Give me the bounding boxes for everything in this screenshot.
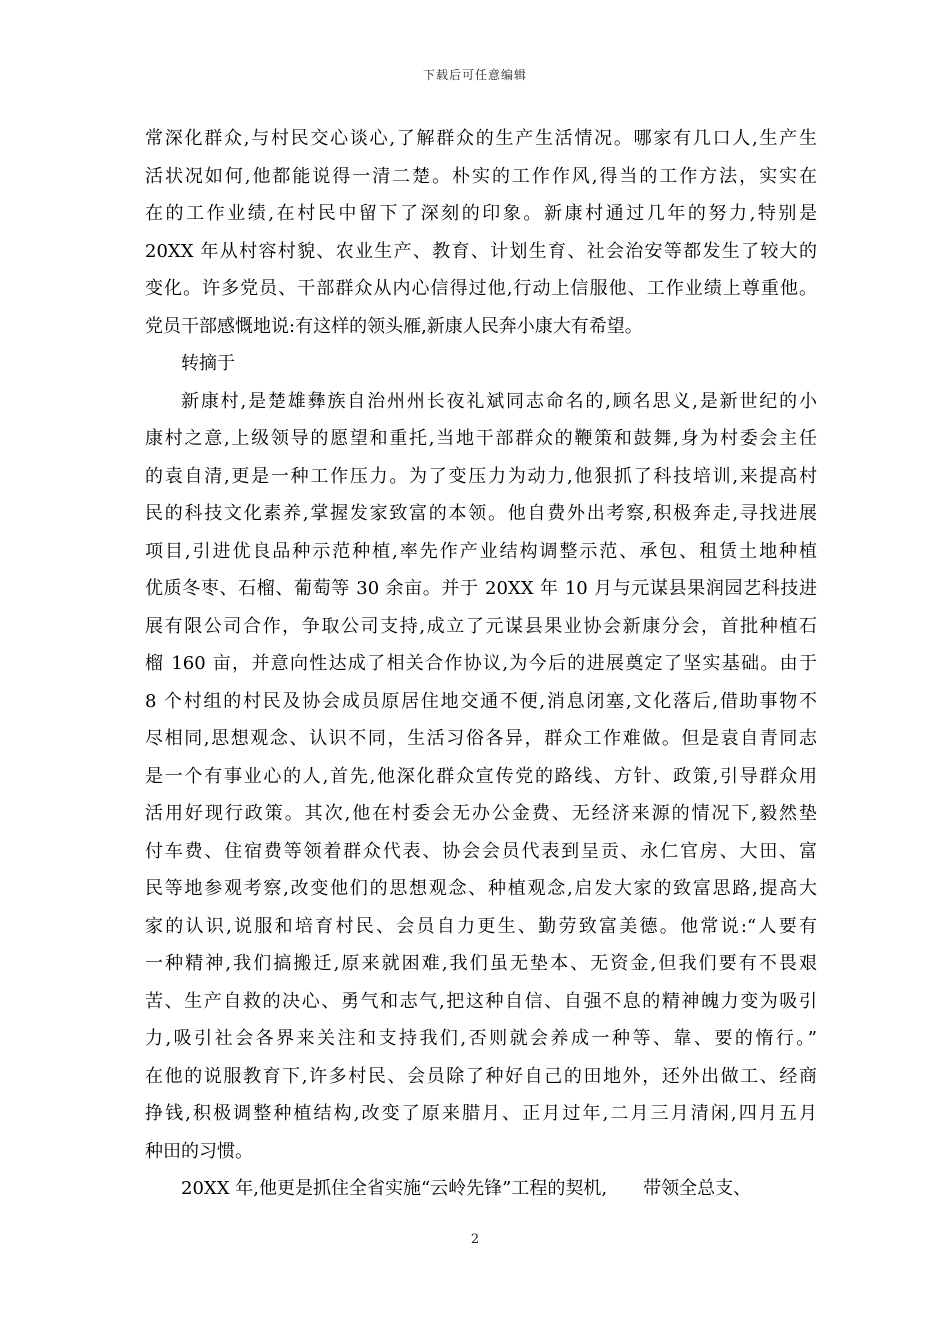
text-line: 在他的说服教育下,许多村民、会员除了种好自己的田地外，还外出做工、经商 [145,1065,817,1087]
text-line: 常深化群众,与村民交心谈心,了解群众的生产生活情况。哪家有几口人,生产生 [145,128,817,149]
document-body [145,120,817,1208]
text-line: 是一个有事业心的人,首先,他深化群众宣传党的路线、方针、政策,引导群众用 [145,765,817,787]
text-line: 民等地参观考察,改变他们的思想观念、种植观念,启发大家的致富思路,提高大 [145,878,817,899]
text-line: 在的工作业绩,在村民中留下了深刻的印象。新康村通过几年的努力,特别是 [145,203,817,224]
text-line: 种田的习惯。 [145,1140,253,1162]
text-line: 力,吸引社会各界来关注和支持我们,否则就会养成一种等、靠、要的惰行。” [145,1028,817,1049]
text-line: 20XX 年从村容村貌、农业生产、教育、计划生育、社会治安等都发生了较大的 [145,240,817,262]
text-line: 的袁自清,更是一种工作压力。为了变压力为动力,他狠抓了科技培训,来提高村 [145,465,817,487]
text-line: 20XX 年,他更是抓住全省实施“云岭先锋”工程的契机, 带领全总支、 [181,1178,752,1199]
text-line: 活状况如何,他都能说得一清二楚。朴实的工作作风,得当的工作方法，实实在 [145,165,817,187]
paragraph-1 [145,120,817,345]
text-line: 民的科技文化素养,掌握发家致富的本领。他自费外出考察,积极奔走,寻找进展 [145,503,817,524]
text-line: 活用好现行政策。其次,他在村委会无办公金费、无经济来源的情况下,毅然垫 [145,803,817,824]
text-line: 挣钱,积极调整种植结构,改变了原来腊月、正月过年,二月三月清闲,四月五月 [145,1103,817,1124]
text-line: 展有限公司合作，争取公司支持,成立了元谋县果业协会新康分会，首批种植石 [145,615,817,637]
paragraph-3 [145,383,817,1171]
paragraph-4 [145,1170,817,1208]
text-line: 变化。许多党员、干部群众从内心信得过他,行动上信服他、工作业绩上尊重他。 [145,278,817,299]
text-line: 新康村,是楚雄彝族自治州州长夜礼斌同志命名的,顾名思义,是新世纪的小 [181,390,817,412]
text-line: 苦、生产自救的决心、勇气和志气,把这种自信、自强不息的精神魄力变为吸引 [145,990,817,1012]
text-line: 付车费、住宿费等领着群众代表、协会会员代表到呈贡、永仁官房、大田、富 [145,840,817,862]
text-line: 家的认识,说服和培育村民、会员自力更生、勤劳致富美德。他常说:“人要有 [145,915,817,937]
text-line: 优质冬枣、石榴、葡萄等 30 余亩。并于 20XX 年 10 月与元谋县果润园艺科技进 [145,578,817,599]
page-number: 2 [470,1232,480,1247]
text-line: 8 个村组的村民及协会成员原居住地交通不便,消息闭塞,文化落后,借助事物不 [145,690,817,712]
text-line: 党员干部感慨地说:有这样的领头雁,新康人民奔小康大有希望。 [145,315,643,337]
text-line: 项目,引进优良品种示范种植,率先作产业结构调整示范、承包、租赁土地种植 [145,540,817,562]
page-header: 下载后可任意编辑 [422,68,527,82]
text-line: 康村之意,上级领导的愿望和重托,当地干部群众的鞭策和鼓舞,身为村委会主任 [145,428,817,449]
paragraph-2 [145,345,817,383]
text-line: 尽相同,思想观念、认识不同，生活习俗各异，群众工作难做。但是袁自青同志 [145,728,817,749]
text-line: 一种精神,我们搞搬迁,原来就困难,我们虽无垫本、无资金,但我们要有不畏艰 [145,953,817,974]
text-line: 榴 160 亩，并意向性达成了相关合作协议,为今后的进展奠定了坚实基础。由于 [145,653,817,674]
text-line: 转摘于 [181,353,235,374]
